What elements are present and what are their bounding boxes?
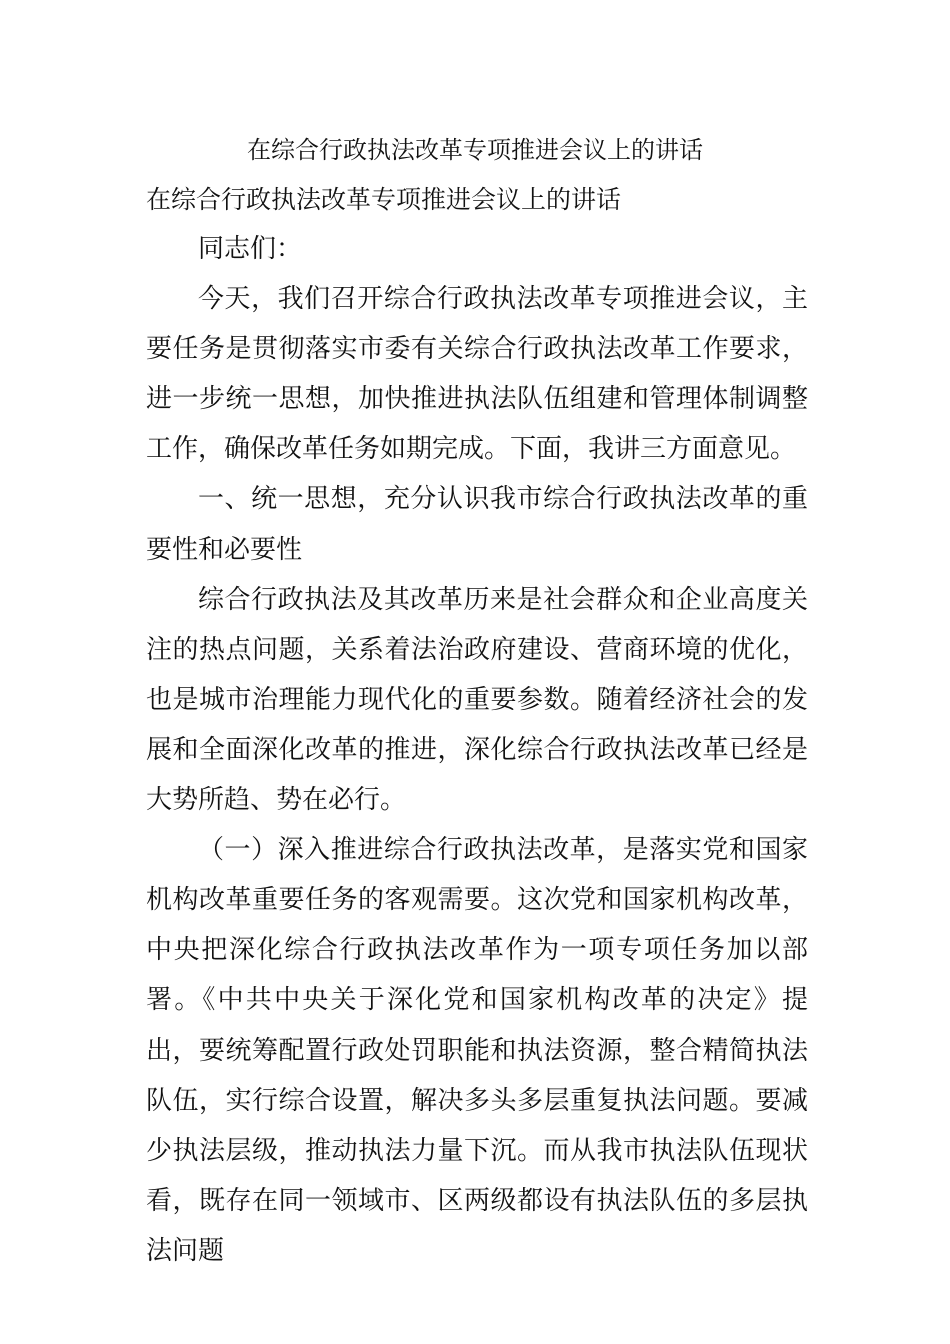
salutation: 同志们： — [198, 234, 303, 264]
document-title: 在综合行政执法改革专项推进会议上的讲话 — [247, 136, 703, 164]
document-body — [146, 224, 808, 1276]
section-heading: 一、统一思想，充分认识我市综合行政执法改革的重要性和必要性 — [146, 484, 808, 565]
paragraph: （一）深入推进综合行政执法改革，是落实党和国家机构改革重要任务的客观需要。这次党和国家机构改革，中央把深化综合行政执法改革作为一项专项任务加以部署。《中共中央关于深化党和国家机构改革的决定》提出，要统筹配置行政处罚职能和执法资源，整合精简执法队伍，实行综合设置，解决多头多层重复执法问题。要减少执法层级，推动执法力量下沉。而从我市执法队伍现状看，既存在同一领域市、区两级都设有执法队伍的多层执法问题 — [146, 835, 808, 1266]
paragraph: 综合行政执法及其改革历来是社会群众和企业高度关注的热点问题，关系着法治政府建设、营商环境的优化，也是城市治理能力现代化的重要参数。随着经济社会的发展和全面深化改革的推进，深化综合行政执法改革已经是大势所趋、势在必行。 — [146, 584, 808, 816]
paragraph-intro: 今天，我们召开综合行政执法改革专项推进会议，主要任务是贯彻落实市委有关综合行政执法改革工作要求，进一步统一思想，加快推进执法队伍组建和管理体制调整工作，确保改革任务如期完成。下面，我讲三方面意见。 — [146, 284, 808, 465]
document-subtitle: 在综合行政执法改革专项推进会议上的讲话 — [146, 185, 622, 214]
